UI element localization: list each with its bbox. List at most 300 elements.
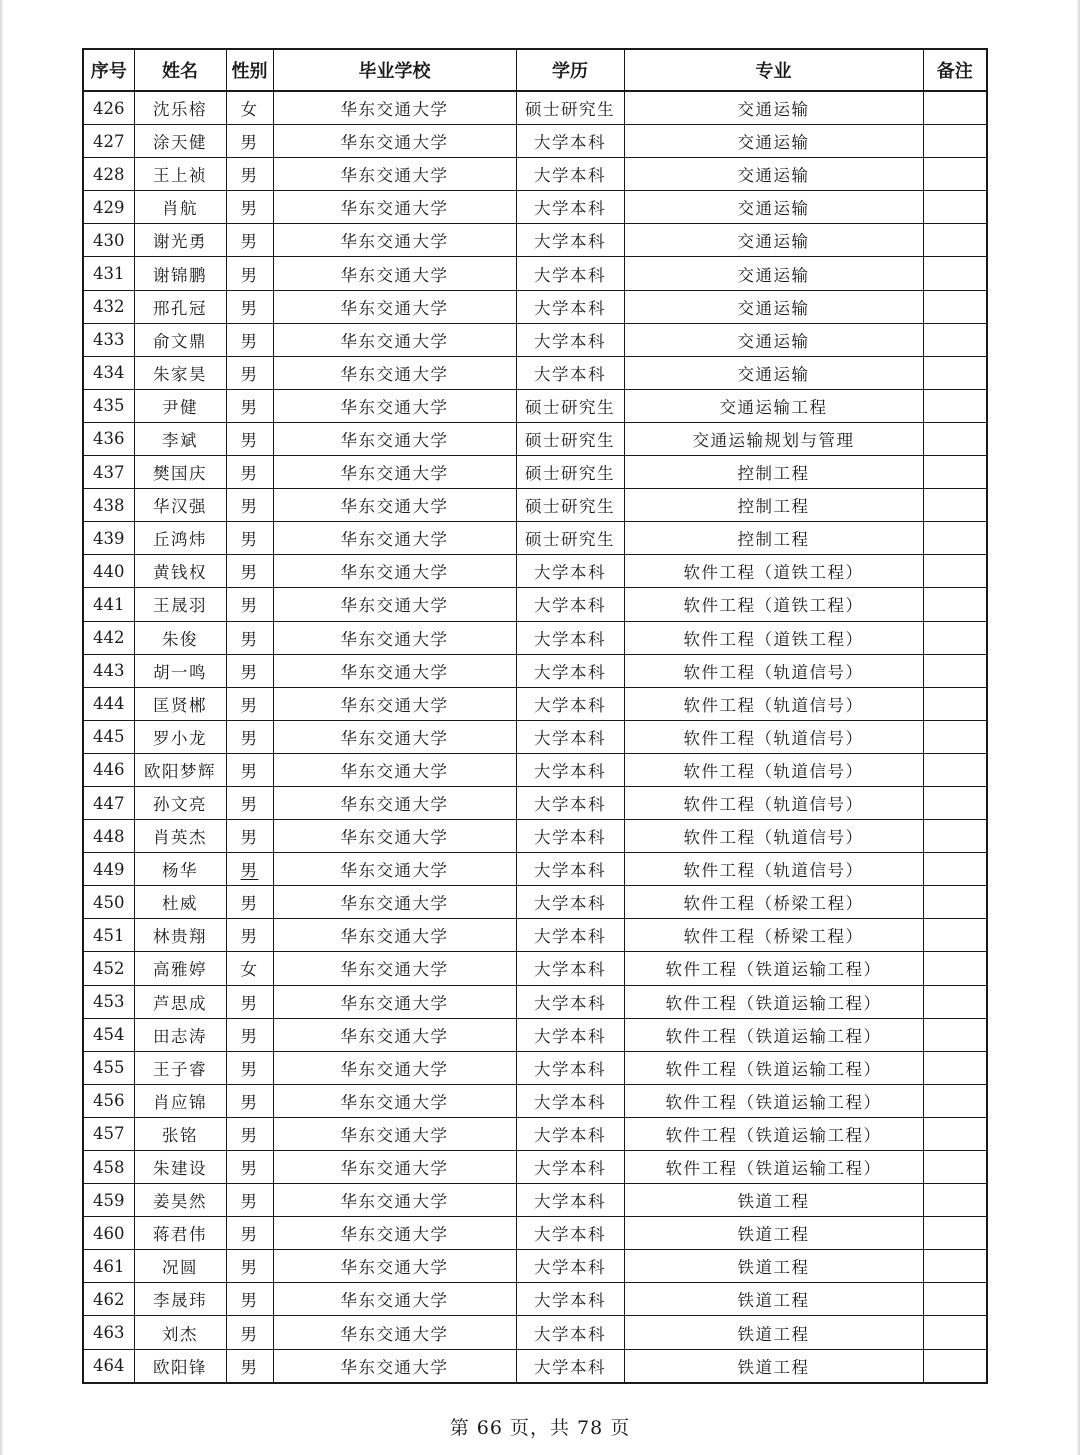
cell-major: 软件工程（轨道信号）: [624, 654, 923, 687]
cell-seq: 431: [83, 257, 134, 290]
cell-major: 软件工程（铁道运输工程）: [624, 1018, 923, 1051]
cell-seq: 435: [83, 389, 134, 422]
cell-degree: 大学本科: [516, 224, 624, 257]
table-row: [83, 91, 987, 125]
cell-school: 华东交通大学: [273, 422, 516, 455]
cell-school: 华东交通大学: [273, 919, 516, 952]
cell-name: 丘鸿炜: [134, 522, 226, 555]
table-row: [83, 985, 987, 1018]
cell-remark: [923, 985, 987, 1018]
cell-gender: 男: [226, 191, 273, 224]
header-school: 毕业学校: [273, 49, 516, 91]
cell-gender: 男: [226, 588, 273, 621]
header-name: 姓名: [134, 49, 226, 91]
cell-seq: 453: [83, 985, 134, 1018]
cell-remark: [923, 1316, 987, 1349]
cell-name: 肖航: [134, 191, 226, 224]
header-row: [83, 49, 987, 91]
cell-name: 杜威: [134, 886, 226, 919]
page-number-footer: 第 66 页，共 78 页: [449, 1417, 631, 1439]
cell-school: 华东交通大学: [273, 1250, 516, 1283]
cell-remark: [923, 125, 987, 158]
table-row: [83, 522, 987, 555]
page-shadow-right: [1076, 0, 1080, 1455]
cell-seq: 461: [83, 1250, 134, 1283]
cell-degree: 硕士研究生: [516, 522, 624, 555]
cell-degree: 大学本科: [516, 125, 624, 158]
cell-remark: [923, 389, 987, 422]
cell-degree: 大学本科: [516, 1018, 624, 1051]
cell-degree: 大学本科: [516, 257, 624, 290]
cell-name: 高雅婷: [134, 952, 226, 985]
cell-school: 华东交通大学: [273, 654, 516, 687]
cell-school: 华东交通大学: [273, 1117, 516, 1150]
cell-school: 华东交通大学: [273, 1084, 516, 1117]
cell-gender: 男: [226, 1117, 273, 1150]
cell-school: 华东交通大学: [273, 522, 516, 555]
table-body: [83, 91, 987, 1383]
cell-degree: 大学本科: [516, 1184, 624, 1217]
cell-remark: [923, 687, 987, 720]
cell-school: 华东交通大学: [273, 456, 516, 489]
cell-remark: [923, 1084, 987, 1117]
cell-major: 软件工程（轨道信号）: [624, 786, 923, 819]
table-row: [83, 1283, 987, 1316]
cell-major: 软件工程（铁道运输工程）: [624, 1151, 923, 1184]
cell-name: 朱建设: [134, 1151, 226, 1184]
cell-seq: 430: [83, 224, 134, 257]
cell-name: 俞文鼎: [134, 323, 226, 356]
table-header: [83, 49, 987, 91]
cell-degree: 大学本科: [516, 1217, 624, 1250]
cell-name: 林贵翔: [134, 919, 226, 952]
cell-name: 张铭: [134, 1117, 226, 1150]
cell-degree: 硕士研究生: [516, 456, 624, 489]
cell-school: 华东交通大学: [273, 853, 516, 886]
cell-major: 软件工程（桥梁工程）: [624, 886, 923, 919]
cell-name: 欧阳锋: [134, 1349, 226, 1383]
cell-major: 软件工程（铁道运输工程）: [624, 1051, 923, 1084]
cell-remark: [923, 1349, 987, 1383]
cell-major: 交通运输: [624, 224, 923, 257]
cell-major: 软件工程（道铁工程）: [624, 621, 923, 654]
cell-seq: 441: [83, 588, 134, 621]
cell-gender: 男: [226, 720, 273, 753]
header-degree: 学历: [516, 49, 624, 91]
table-row: [83, 1349, 987, 1383]
table-row: [83, 489, 987, 522]
cell-seq: 457: [83, 1117, 134, 1150]
cell-remark: [923, 1151, 987, 1184]
cell-degree: 大学本科: [516, 555, 624, 588]
cell-major: 软件工程（轨道信号）: [624, 720, 923, 753]
cell-major: 铁道工程: [624, 1184, 923, 1217]
cell-school: 华东交通大学: [273, 1184, 516, 1217]
cell-school: 华东交通大学: [273, 720, 516, 753]
cell-name: 匡贤郴: [134, 687, 226, 720]
table-row: [83, 323, 987, 356]
table-row: [83, 820, 987, 853]
cell-seq: 463: [83, 1316, 134, 1349]
cell-gender: 男: [226, 290, 273, 323]
cell-degree: 大学本科: [516, 1051, 624, 1084]
cell-school: 华东交通大学: [273, 158, 516, 191]
table-row: [83, 687, 987, 720]
cell-remark: [923, 456, 987, 489]
cell-seq: 459: [83, 1184, 134, 1217]
cell-major: 控制工程: [624, 522, 923, 555]
cell-gender: 女: [226, 952, 273, 985]
cell-seq: 445: [83, 720, 134, 753]
cell-degree: 大学本科: [516, 919, 624, 952]
cell-major: 软件工程（铁道运输工程）: [624, 952, 923, 985]
cell-seq: 460: [83, 1217, 134, 1250]
header-major: 专业: [624, 49, 923, 91]
cell-school: 华东交通大学: [273, 886, 516, 919]
cell-major: 软件工程（轨道信号）: [624, 820, 923, 853]
cell-name: 尹健: [134, 389, 226, 422]
cell-seq: 434: [83, 356, 134, 389]
cell-name: 肖应锦: [134, 1084, 226, 1117]
cell-remark: [923, 555, 987, 588]
cell-school: 华东交通大学: [273, 555, 516, 588]
cell-major: 软件工程（道铁工程）: [624, 588, 923, 621]
cell-remark: [923, 588, 987, 621]
cell-degree: 大学本科: [516, 1283, 624, 1316]
cell-major: 软件工程（道铁工程）: [624, 555, 923, 588]
cell-school: 华东交通大学: [273, 588, 516, 621]
cell-name: 朱家昊: [134, 356, 226, 389]
table-row: [83, 1316, 987, 1349]
cell-school: 华东交通大学: [273, 224, 516, 257]
cell-degree: 大学本科: [516, 1151, 624, 1184]
cell-remark: [923, 786, 987, 819]
table-row: [83, 621, 987, 654]
cell-degree: 大学本科: [516, 720, 624, 753]
cell-remark: [923, 952, 987, 985]
cell-name: 杨华: [134, 853, 226, 886]
cell-gender: 男: [226, 985, 273, 1018]
table-row: [83, 853, 987, 886]
table-row: [83, 952, 987, 985]
cell-school: 华东交通大学: [273, 1018, 516, 1051]
cell-remark: [923, 191, 987, 224]
cell-name: 谢锦鹏: [134, 257, 226, 290]
cell-gender: 男: [226, 1084, 273, 1117]
cell-gender: 男: [226, 489, 273, 522]
cell-name: 况圆: [134, 1250, 226, 1283]
cell-name: 王上祯: [134, 158, 226, 191]
cell-degree: 大学本科: [516, 654, 624, 687]
cell-major: 交通运输: [624, 323, 923, 356]
cell-degree: 大学本科: [516, 1250, 624, 1283]
cell-gender: 男: [226, 1316, 273, 1349]
cell-major: 铁道工程: [624, 1316, 923, 1349]
cell-major: 软件工程（铁道运输工程）: [624, 1117, 923, 1150]
cell-gender: 男: [226, 224, 273, 257]
table-row: [83, 1217, 987, 1250]
cell-name: 樊国庆: [134, 456, 226, 489]
cell-remark: [923, 720, 987, 753]
cell-major: 铁道工程: [624, 1349, 923, 1383]
cell-remark: [923, 1051, 987, 1084]
cell-school: 华东交通大学: [273, 1151, 516, 1184]
cell-remark: [923, 1184, 987, 1217]
cell-major: 铁道工程: [624, 1250, 923, 1283]
cell-remark: [923, 853, 987, 886]
cell-name: 李晟玮: [134, 1283, 226, 1316]
table-row: [83, 555, 987, 588]
cell-gender: 男: [226, 125, 273, 158]
cell-degree: 大学本科: [516, 323, 624, 356]
cell-major: 软件工程（铁道运输工程）: [624, 1084, 923, 1117]
cell-remark: [923, 422, 987, 455]
table-row: [83, 1184, 987, 1217]
cell-seq: 433: [83, 323, 134, 356]
cell-major: 软件工程（轨道信号）: [624, 853, 923, 886]
cell-seq: 462: [83, 1283, 134, 1316]
cell-name: 肖英杰: [134, 820, 226, 853]
header-remark: 备注: [923, 49, 987, 91]
cell-degree: 大学本科: [516, 1117, 624, 1150]
cell-degree: 硕士研究生: [516, 422, 624, 455]
cell-degree: 硕士研究生: [516, 389, 624, 422]
cell-major: 控制工程: [624, 456, 923, 489]
cell-gender: 男: [226, 522, 273, 555]
cell-remark: [923, 522, 987, 555]
cell-degree: 大学本科: [516, 985, 624, 1018]
cell-school: 华东交通大学: [273, 1217, 516, 1250]
cell-remark: [923, 224, 987, 257]
table-row: [83, 1084, 987, 1117]
cell-degree: 大学本科: [516, 356, 624, 389]
table-row: [83, 125, 987, 158]
cell-school: 华东交通大学: [273, 257, 516, 290]
cell-school: 华东交通大学: [273, 389, 516, 422]
cell-gender: 男: [226, 919, 273, 952]
cell-remark: [923, 323, 987, 356]
cell-degree: 大学本科: [516, 952, 624, 985]
cell-seq: 428: [83, 158, 134, 191]
cell-degree: 大学本科: [516, 290, 624, 323]
cell-name: 华汉强: [134, 489, 226, 522]
cell-school: 华东交通大学: [273, 1051, 516, 1084]
header-gender: 性别: [226, 49, 273, 91]
cell-school: 华东交通大学: [273, 1349, 516, 1383]
cell-name: 蒋君伟: [134, 1217, 226, 1250]
cell-school: 华东交通大学: [273, 1283, 516, 1316]
cell-gender: 男: [226, 786, 273, 819]
cell-name: 刘杰: [134, 1316, 226, 1349]
cell-major: 软件工程（轨道信号）: [624, 753, 923, 786]
cell-gender: 男: [226, 621, 273, 654]
cell-gender: 男: [226, 1184, 273, 1217]
cell-gender: 男: [226, 1349, 273, 1383]
cell-remark: [923, 356, 987, 389]
cell-name: 邢孔冠: [134, 290, 226, 323]
cell-seq: 432: [83, 290, 134, 323]
header-seq: 序号: [83, 49, 134, 91]
cell-degree: 大学本科: [516, 820, 624, 853]
table-row: [83, 422, 987, 455]
cell-school: 华东交通大学: [273, 985, 516, 1018]
cell-major: 控制工程: [624, 489, 923, 522]
table-row: [83, 753, 987, 786]
cell-major: 交通运输: [624, 158, 923, 191]
cell-name: 王晟羽: [134, 588, 226, 621]
cell-degree: 大学本科: [516, 158, 624, 191]
cell-seq: 444: [83, 687, 134, 720]
cell-school: 华东交通大学: [273, 753, 516, 786]
cell-major: 交通运输工程: [624, 389, 923, 422]
cell-remark: [923, 886, 987, 919]
cell-gender: 男: [226, 1051, 273, 1084]
cell-remark: [923, 158, 987, 191]
table-row: [83, 1051, 987, 1084]
cell-remark: [923, 753, 987, 786]
cell-degree: 硕士研究生: [516, 91, 624, 125]
cell-gender: 男: [226, 1217, 273, 1250]
cell-name: 谢光勇: [134, 224, 226, 257]
cell-gender: 男: [226, 158, 273, 191]
table-row: [83, 720, 987, 753]
cell-gender: 男: [226, 1250, 273, 1283]
cell-remark: [923, 489, 987, 522]
roster-table: [82, 48, 988, 1384]
table-row: [83, 1250, 987, 1283]
cell-name: 涂天健: [134, 125, 226, 158]
cell-school: 华东交通大学: [273, 356, 516, 389]
cell-name: 孙文亮: [134, 786, 226, 819]
table-row: [83, 224, 987, 257]
cell-gender: 男: [226, 323, 273, 356]
cell-seq: 427: [83, 125, 134, 158]
cell-name: 李斌: [134, 422, 226, 455]
cell-gender: 男: [226, 886, 273, 919]
cell-degree: 大学本科: [516, 853, 624, 886]
table-row: [83, 257, 987, 290]
cell-degree: 大学本科: [516, 1316, 624, 1349]
cell-seq: 452: [83, 952, 134, 985]
cell-name: 黄钱权: [134, 555, 226, 588]
table-row: [83, 158, 987, 191]
cell-gender: 男: [226, 1283, 273, 1316]
cell-major: 交通运输: [624, 191, 923, 224]
cell-gender: 男: [226, 456, 273, 489]
cell-gender: 男: [226, 1018, 273, 1051]
cell-seq: 439: [83, 522, 134, 555]
cell-seq: 438: [83, 489, 134, 522]
cell-degree: 大学本科: [516, 588, 624, 621]
cell-major: 软件工程（桥梁工程）: [624, 919, 923, 952]
cell-remark: [923, 1283, 987, 1316]
cell-name: 沈乐榕: [134, 91, 226, 125]
table-row: [83, 886, 987, 919]
cell-major: 铁道工程: [624, 1283, 923, 1316]
cell-major: 交通运输: [624, 290, 923, 323]
cell-seq: 454: [83, 1018, 134, 1051]
table-row: [83, 389, 987, 422]
cell-major: 交通运输规划与管理: [624, 422, 923, 455]
cell-school: 华东交通大学: [273, 621, 516, 654]
cell-seq: 440: [83, 555, 134, 588]
cell-degree: 大学本科: [516, 621, 624, 654]
table-row: [83, 290, 987, 323]
cell-remark: [923, 290, 987, 323]
cell-degree: 大学本科: [516, 1084, 624, 1117]
cell-remark: [923, 1217, 987, 1250]
cell-school: 华东交通大学: [273, 125, 516, 158]
cell-seq: 448: [83, 820, 134, 853]
cell-seq: 451: [83, 919, 134, 952]
cell-gender: 男: [226, 687, 273, 720]
cell-degree: 大学本科: [516, 1349, 624, 1383]
cell-degree: 大学本科: [516, 687, 624, 720]
cell-seq: 437: [83, 456, 134, 489]
cell-seq: 455: [83, 1051, 134, 1084]
cell-name: 芦思成: [134, 985, 226, 1018]
table-row: [83, 1117, 987, 1150]
cell-remark: [923, 621, 987, 654]
cell-seq: 443: [83, 654, 134, 687]
cell-major: 交通运输: [624, 356, 923, 389]
cell-remark: [923, 91, 987, 125]
cell-seq: 436: [83, 422, 134, 455]
cell-gender: 男: [226, 356, 273, 389]
cell-school: 华东交通大学: [273, 1316, 516, 1349]
cell-school: 华东交通大学: [273, 820, 516, 853]
cell-remark: [923, 654, 987, 687]
cell-gender: 男: [226, 555, 273, 588]
cell-name: 姜昊然: [134, 1184, 226, 1217]
cell-name: 胡一鸣: [134, 654, 226, 687]
cell-gender: 男: [226, 853, 273, 886]
table-row: [83, 356, 987, 389]
table-row: [83, 786, 987, 819]
cell-school: 华东交通大学: [273, 191, 516, 224]
table-row: [83, 456, 987, 489]
cell-school: 华东交通大学: [273, 687, 516, 720]
cell-name: 朱俊: [134, 621, 226, 654]
cell-degree: 大学本科: [516, 786, 624, 819]
cell-seq: 464: [83, 1349, 134, 1383]
cell-school: 华东交通大学: [273, 290, 516, 323]
cell-seq: 429: [83, 191, 134, 224]
cell-remark: [923, 1018, 987, 1051]
cell-name: 罗小龙: [134, 720, 226, 753]
table-row: [83, 191, 987, 224]
cell-seq: 447: [83, 786, 134, 819]
cell-degree: 大学本科: [516, 886, 624, 919]
cell-major: 交通运输: [624, 125, 923, 158]
cell-gender: 男: [226, 654, 273, 687]
cell-remark: [923, 820, 987, 853]
cell-seq: 450: [83, 886, 134, 919]
table-row: [83, 588, 987, 621]
table-row: [83, 919, 987, 952]
cell-gender: 男: [226, 1151, 273, 1184]
cell-remark: [923, 1250, 987, 1283]
cell-gender: 男: [226, 753, 273, 786]
cell-gender: 男: [226, 422, 273, 455]
cell-seq: 449: [83, 853, 134, 886]
cell-remark: [923, 919, 987, 952]
cell-gender: 女: [226, 91, 273, 125]
cell-name: 欧阳梦辉: [134, 753, 226, 786]
table-row: [83, 1151, 987, 1184]
cell-remark: [923, 1117, 987, 1150]
cell-major: 交通运输: [624, 91, 923, 125]
